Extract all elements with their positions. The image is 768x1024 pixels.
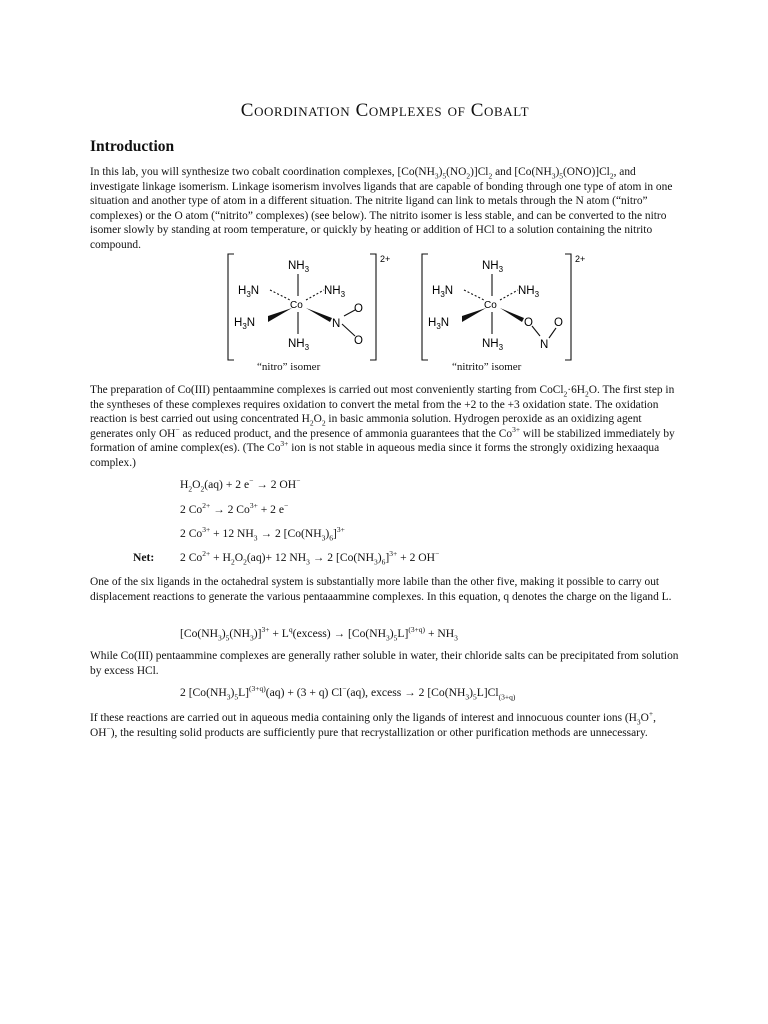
nitro-o1: O bbox=[354, 303, 363, 315]
nitro-top-nh3: $NH_3$ bbox=[288, 260, 310, 274]
paragraph-oxidation: The preparation of Co(III) pentaammine complexes is carried out most conveniently starting from $CoCl_2\cdot 6H_2O$. The first step in the syntheses of these complexes requires oxidation to convert the metal from the +2 to the +3 oxidation state. The oxidation reaction is best carried out using concentrated $H_2O_2$ in basic ammonia solution. Hydrogen peroxide as an oxidizing agent generates only OH− as reduced product, and the presence of ammonia guarantees that the $Co^{3+}$ will be stabilized immediately by formation of amine complex(es). (The $Co^{3+}$ ion is not stable in aqueous media since it forms the strongly oxidizing hexaaqua complex.) bbox=[90, 384, 675, 469]
nitrito-bottom-nh3: $NH_3$ bbox=[482, 338, 504, 352]
equation-precipitation: 2 $[Co(NH_3)_5L]^{(3+q)}(aq) + (3 + q)$ Cl−(aq), excess → 2 $[Co(NH_3)_5L]Cl_{(3+q)}$ bbox=[180, 684, 516, 702]
nitro-h3n-lower: $H_3N$ bbox=[234, 317, 256, 331]
nitrito-top-nh3: $NH_3$ bbox=[482, 260, 504, 274]
nitrito-h3n-upper: $H_3N$ bbox=[432, 285, 454, 299]
paragraph-chloride: While Co(III) pentaammine complexes are generally rather soluble in water, their chloride salts can be precipitated from solution by excess HCl. bbox=[90, 650, 679, 677]
nitro-charge: 2+ bbox=[380, 254, 391, 264]
equation-3: 2 $Co^{3+} + 12$ $NH_3 \to 2$ $[Co(NH_3)_6]^{3+}$ bbox=[180, 525, 345, 543]
nitro-caption: “nitro” isomer bbox=[257, 361, 321, 373]
nitrito-nh3-right: $NH_3$ bbox=[518, 285, 540, 299]
intro-paragraph: In this lab, you will synthesize two cobalt coordination complexes, $[Co(NH_3)_5(NO_2)]Cl_2$ and $[Co(NH_3)_5(ONO)]Cl_2$, and investigate linkage isomerism. Linkage isomerism involves ligands that are capable of bonding through one type of atom in one situation and another type of atom in a different situation. The nitrite ligand can link to metals through the N atom (“nitro” complexes) or the O atom (“nitrito” complexes) (see below). The nitrito isomer is less stable, and can be converted to the nitro isomer slowly by standing at room temperature, or quickly by heating or addition of HCl to a solution containing the nitrito compound. bbox=[90, 166, 673, 251]
nitro-nh3-right: $NH_3$ bbox=[324, 285, 346, 299]
nitrito-charge: 2+ bbox=[575, 254, 586, 264]
section-heading: Introduction bbox=[90, 138, 175, 155]
page-title: Coordination Complexes of Cobalt bbox=[240, 100, 530, 121]
nitro-co: Co bbox=[290, 300, 303, 311]
equation-1: $H_2O_2(aq) + 2$ e− → 2 OH− bbox=[180, 476, 301, 494]
nitrito-h3n-lower: $H_3N$ bbox=[428, 317, 450, 331]
equation-net: 2 $Co^{2+} + H_2O_2(aq)+ 12$ $NH_3 \to 2$ $[Co(NH_3)_6]^{3+} + 2$ OH− bbox=[180, 549, 440, 567]
paragraph-conclusion: If these reactions are carried out in aqueous media containing only the ligands of interest and innocuous counter ions ($H_3O^+$, OH−), the resulting solid products are sufficiently pure that recrystallization or other purification methods are unnecessary. bbox=[90, 709, 656, 739]
nitrito-caption: “nitrito” isomer bbox=[452, 361, 522, 373]
nitrito-o: O bbox=[524, 317, 533, 329]
nitrito-n: N bbox=[540, 339, 549, 351]
nitro-h3n-upper: $H_3N$ bbox=[238, 285, 260, 299]
paragraph-ligands: One of the six ligands in the octahedral system is substantially more labile than the other five, making it possible to carry out displacement reactions to generate the various pentaaammine complexes. In this equation, q denotes the charge on the ligand L. bbox=[90, 576, 672, 603]
net-label: Net: bbox=[133, 551, 155, 564]
nitro-n: N bbox=[332, 318, 341, 330]
nitrito-co: Co bbox=[484, 300, 497, 311]
nitro-o2: O bbox=[354, 335, 363, 347]
equation-2: 2 $Co^{2+} \to 2$ $Co^{3+} + 2$ e− bbox=[180, 501, 289, 516]
equation-displacement: $[Co(NH_3)_5(NH_3)]^{3+}$ + $L^q(excess) \to [Co(NH_3)_5L]^{(3+q)} + NH_3$ bbox=[180, 625, 458, 643]
nitro-bottom-nh3: $NH_3$ bbox=[288, 338, 310, 352]
nitrito-o2: O bbox=[554, 317, 563, 329]
